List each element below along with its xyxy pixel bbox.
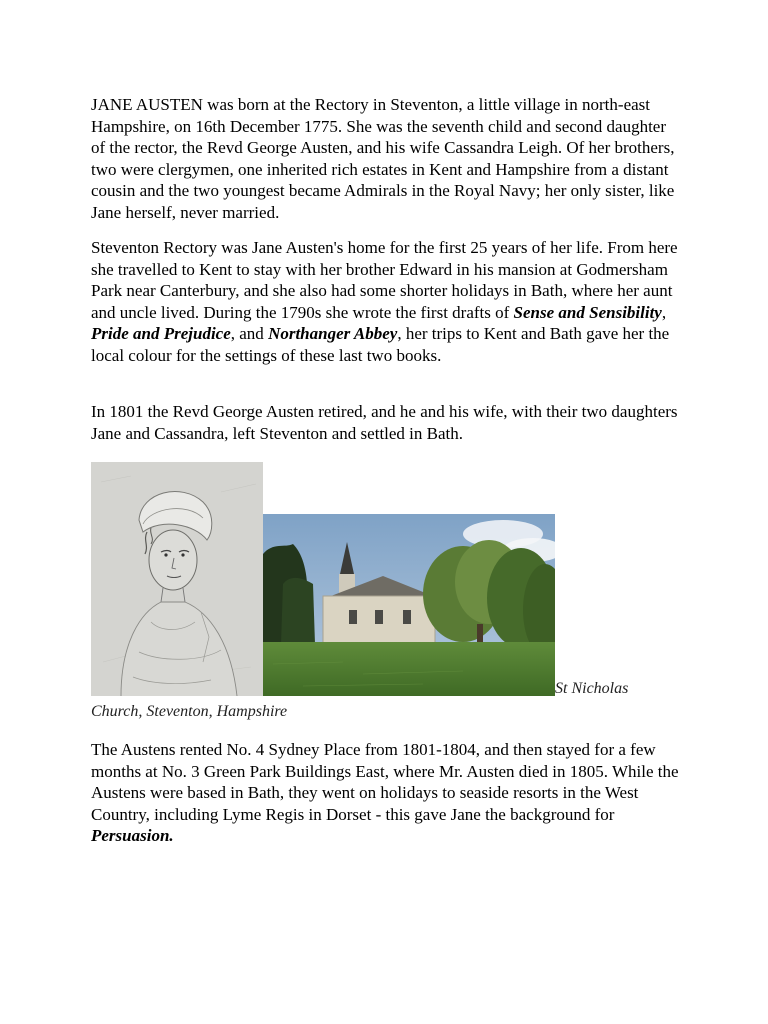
paragraph-bath-years: [91, 739, 681, 847]
st-nicholas-church-photo: [263, 514, 555, 696]
paragraph-bath-move-text: In 1801 the Revd George Austen retired, and he and his wife, with their two daughters Jane and Cassandra, left Steventon and settled in Bath.: [91, 402, 678, 443]
jane-austen-sketch-image: [91, 462, 263, 696]
paragraph-birth: [91, 94, 681, 223]
paragraph-steventon: [91, 237, 681, 366]
paragraph-steventon-text-1: Steventon Rectory was Jane Austen's home for the first 25 years of her life. From here she travelled to Kent to stay with her brother Edward in his mansion at Godmersham Park near Canterbury, and she also had some shorter holidays in Bath, where her aunt and uncle lived. During the 1790s she wrote the first drafts of: [91, 238, 678, 322]
separator-2: , and: [230, 324, 269, 343]
book-title-northanger-abbey: Northanger Abbey: [268, 324, 398, 343]
figure-caption-line-2: Church, Steventon, Hampshire: [91, 703, 288, 720]
figure-caption-line-1: St Nicholas: [555, 680, 629, 697]
paragraph-bath-years-text: The Austens rented No. 4 Sydney Place from 1801-1804, and then stayed for a few months at No. 3 Green Park Buildings East, where Mr. Austen died in 1805. While the Austens were based in Bath, they went on holidays to seaside resorts in the West Country, including Lyme Regis in Dorset - this gave Jane the background for: [91, 740, 679, 824]
book-title-persuasion: Persuasion.: [91, 826, 174, 845]
paragraph-steventon-text-2: , her trips to Kent and Bath gave her the local colour for the settings of these last two books.: [91, 324, 670, 365]
book-title-pride-and-prejudice: Pride and Prejudice: [91, 324, 231, 343]
book-title-sense-and-sensibility: Sense and Sensibility: [513, 302, 662, 322]
paragraph-bath-move: [91, 401, 681, 444]
separator-1: ,: [661, 302, 667, 322]
paragraph-birth-text: JANE AUSTEN was born at the Rectory in Steventon, a little village in north-east Hampshire, on 16th December 1775. She was the seventh child and second daughter of the rector, the Revd George Austen, and his wife Cassandra Leigh. Of her brothers, two were clergymen, one inherited rich estates in Kent and Hampshire from a distant cousin and the two youngest became Admirals in the Royal Navy; her only sister, like Jane herself, never married.: [91, 95, 675, 222]
